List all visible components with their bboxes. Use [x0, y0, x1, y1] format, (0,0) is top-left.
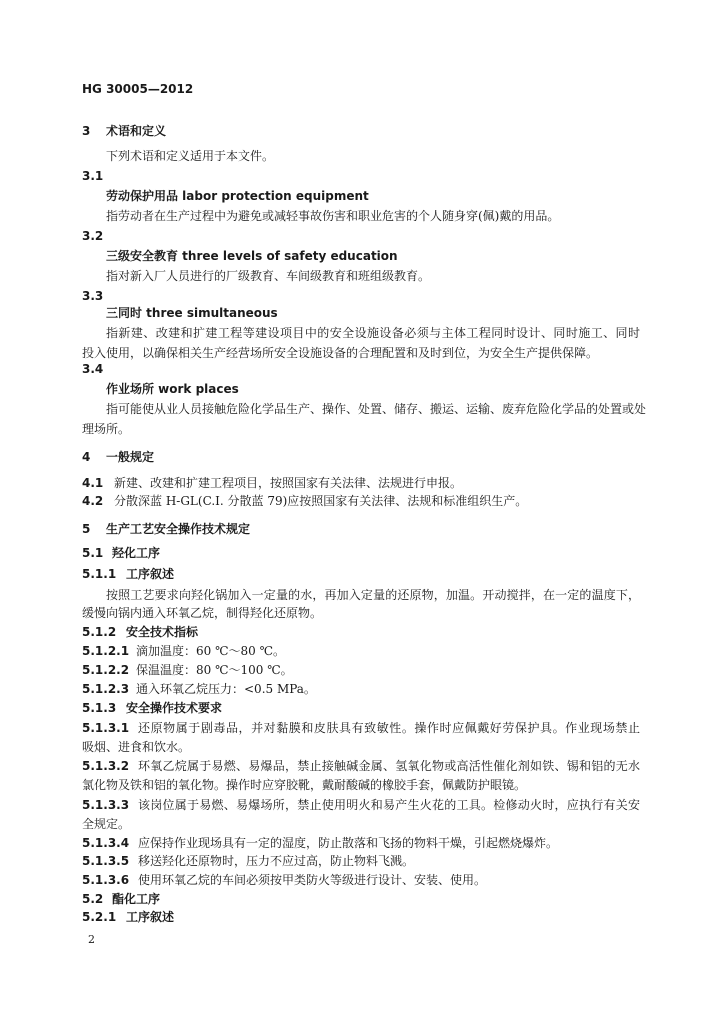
clause-4-1-number: 4.1 [82, 476, 104, 490]
clause-4-1 [82, 475, 462, 491]
clause-5-1-3-2-number: 5.1.3.2 [82, 759, 130, 773]
clause-5-1-3-3-line2: 全规定。 [82, 817, 131, 831]
section-4-number: 4 [82, 450, 91, 464]
clause-5-2 [82, 891, 160, 907]
section-5-number: 5 [82, 522, 91, 536]
section-5-title: 生产工艺安全操作技术规定 [106, 522, 251, 536]
term-3-1-definition: 指劳动者在生产过程中为避免或减轻事故伤害和职业危害的个人随身穿(佩)戴的用品。 [106, 209, 560, 223]
section-4-heading [82, 449, 154, 465]
clause-5-1-2-3 [82, 681, 316, 697]
clause-5-1-1-paragraph-line2: 缓慢向锅内通入环氧乙烷，制得羟化还原物。 [82, 606, 323, 620]
clause-5-1-2-1-text: 滴加温度：60 ℃～80 ℃。 [136, 644, 286, 658]
term-3-1-number: 3.1 [82, 169, 104, 183]
clause-5-1-title: 羟化工序 [112, 546, 161, 560]
clause-5-1-1 [82, 566, 174, 582]
clause-5-2-1-title: 工序叙述 [126, 910, 175, 924]
clause-5-1-2-3-number: 5.1.2.3 [82, 682, 130, 696]
term-3-3-title: 三同时 three simultaneous [106, 306, 278, 320]
clause-5-1-2-2-text: 保温温度：80 ℃～100 ℃。 [136, 663, 293, 677]
clause-5-2-title: 酯化工序 [112, 892, 161, 906]
term-3-3-definition-line2: 投入使用，以确保相关生产经营场所安全设施设备的合理配置和及时到位，为安全生产提供保障。 [82, 346, 599, 360]
clause-5-1-3-6-text: 使用环氧乙烷的车间必须按甲类防火等级进行设计、安装、使用。 [138, 873, 487, 887]
section-3-number: 3 [82, 124, 91, 138]
clause-5-1-3-5-text: 移送羟化还原物时，压力不应过高，防止物料飞溅。 [138, 854, 415, 868]
clause-5-1-1-title: 工序叙述 [126, 567, 175, 581]
clause-5-1 [82, 545, 160, 561]
section-3-intro: 下列术语和定义适用于本文件。 [106, 149, 275, 163]
clause-5-1-3-6-number: 5.1.3.6 [82, 873, 130, 887]
clause-4-2-text: 分散深蓝 H-GL(C.I. 分散蓝 79)应按照国家有关法律、法规和标准组织生产。 [114, 494, 528, 508]
clause-5-1-1-number: 5.1.1 [82, 567, 117, 581]
term-3-4-definition-line1: 指可能使从业人员接触危险化学品生产、操作、处置、储存、搬运、运输、废弃危险化学品的处置或处 [106, 402, 647, 416]
section-3-heading [82, 123, 166, 139]
clause-5-1-number: 5.1 [82, 546, 104, 560]
section-4-title: 一般规定 [106, 450, 155, 464]
clause-5-1-2-3-text: 通入环氧乙烷压力：<0.5 MPa。 [136, 682, 316, 696]
clause-5-1-3-1-line2: 吸烟、进食和饮水。 [82, 740, 191, 754]
section-5-heading [82, 521, 250, 537]
clause-4-2 [82, 493, 527, 509]
clause-5-2-1 [82, 909, 174, 925]
clause-5-1-3 [82, 700, 222, 716]
clause-5-2-1-number: 5.2.1 [82, 910, 117, 924]
clause-5-1-3-1-line1 [82, 720, 640, 736]
term-3-3-definition-line1: 指新建、改建和扩建工程等建设项目中的安全设施设备必须与主体工程同时设计、同时施工、同时 [106, 326, 640, 340]
term-3-4-number: 3.4 [82, 362, 104, 376]
term-3-1-title: 劳动保护用品 labor protection equipment [106, 189, 369, 203]
clause-5-2-number: 5.2 [82, 892, 104, 906]
clause-5-1-3-6 [82, 872, 486, 888]
clause-5-1-3-2-text: 环氧乙烷属于易燃、易爆品，禁止接触碱金属、氢氧化物或高活性催化剂如铁、锡和铝的无水 [138, 759, 640, 773]
clause-5-1-2-1 [82, 643, 285, 659]
clause-5-1-3-5 [82, 853, 414, 869]
term-3-3-number: 3.3 [82, 289, 104, 303]
clause-5-1-3-3-line1 [82, 797, 640, 813]
clause-5-1-3-3-number: 5.1.3.3 [82, 798, 130, 812]
clause-5-1-2-title: 安全技术指标 [126, 625, 199, 639]
clause-5-1-2-1-number: 5.1.2.1 [82, 644, 130, 658]
standard-code: HG 30005—2012 [82, 82, 194, 96]
clause-5-1-2-2-number: 5.1.2.2 [82, 663, 130, 677]
clause-5-1-3-4-number: 5.1.3.4 [82, 836, 130, 850]
clause-5-1-3-2-line1 [82, 758, 640, 774]
clause-5-1-3-title: 安全操作技术要求 [126, 701, 223, 715]
clause-5-1-2 [82, 624, 198, 640]
clause-5-1-3-1-text: 还原物属于剧毒品，并对黏膜和皮肤具有致敏性。操作时应佩戴好劳保护具。作业现场禁止 [138, 721, 640, 735]
clause-5-1-1-paragraph-line1: 按照工艺要求向羟化锅加入一定量的水，再加入定量的还原物，加温。开动搅拌，在一定的温度下， [106, 588, 640, 602]
term-3-4-title: 作业场所 work places [106, 382, 239, 396]
clause-5-1-3-2-line2: 氯化物及铁和铝的氧化物。操作时应穿胶靴，戴耐酸碱的橡胶手套，佩戴防护眼镜。 [82, 778, 527, 792]
clause-5-1-3-4-text: 应保持作业现场具有一定的湿度，防止散落和飞扬的物料干燥，引起燃烧爆炸。 [138, 836, 559, 850]
clause-5-1-3-4 [82, 835, 558, 851]
clause-5-1-2-2 [82, 662, 293, 678]
term-3-2-definition: 指对新入厂人员进行的厂级教育、车间级教育和班组级教育。 [106, 269, 431, 283]
term-3-2-title: 三级安全教育 three levels of safety education [106, 249, 398, 263]
clause-5-1-2-number: 5.1.2 [82, 625, 117, 639]
clause-4-1-text: 新建、改建和扩建工程项目，按照国家有关法律、法规进行申报。 [114, 476, 463, 490]
clause-5-1-3-number: 5.1.3 [82, 701, 117, 715]
clause-5-1-3-1-number: 5.1.3.1 [82, 721, 130, 735]
term-3-2-number: 3.2 [82, 229, 104, 243]
page-number: 2 [88, 933, 95, 946]
section-3-title: 术语和定义 [106, 124, 167, 138]
clause-4-2-number: 4.2 [82, 494, 104, 508]
clause-5-1-3-5-number: 5.1.3.5 [82, 854, 130, 868]
clause-5-1-3-3-text: 该岗位属于易燃、易爆场所，禁止使用明火和易产生火花的工具。检修动火时，应执行有关安 [138, 798, 640, 812]
term-3-4-definition-line2: 理场所。 [82, 422, 131, 436]
